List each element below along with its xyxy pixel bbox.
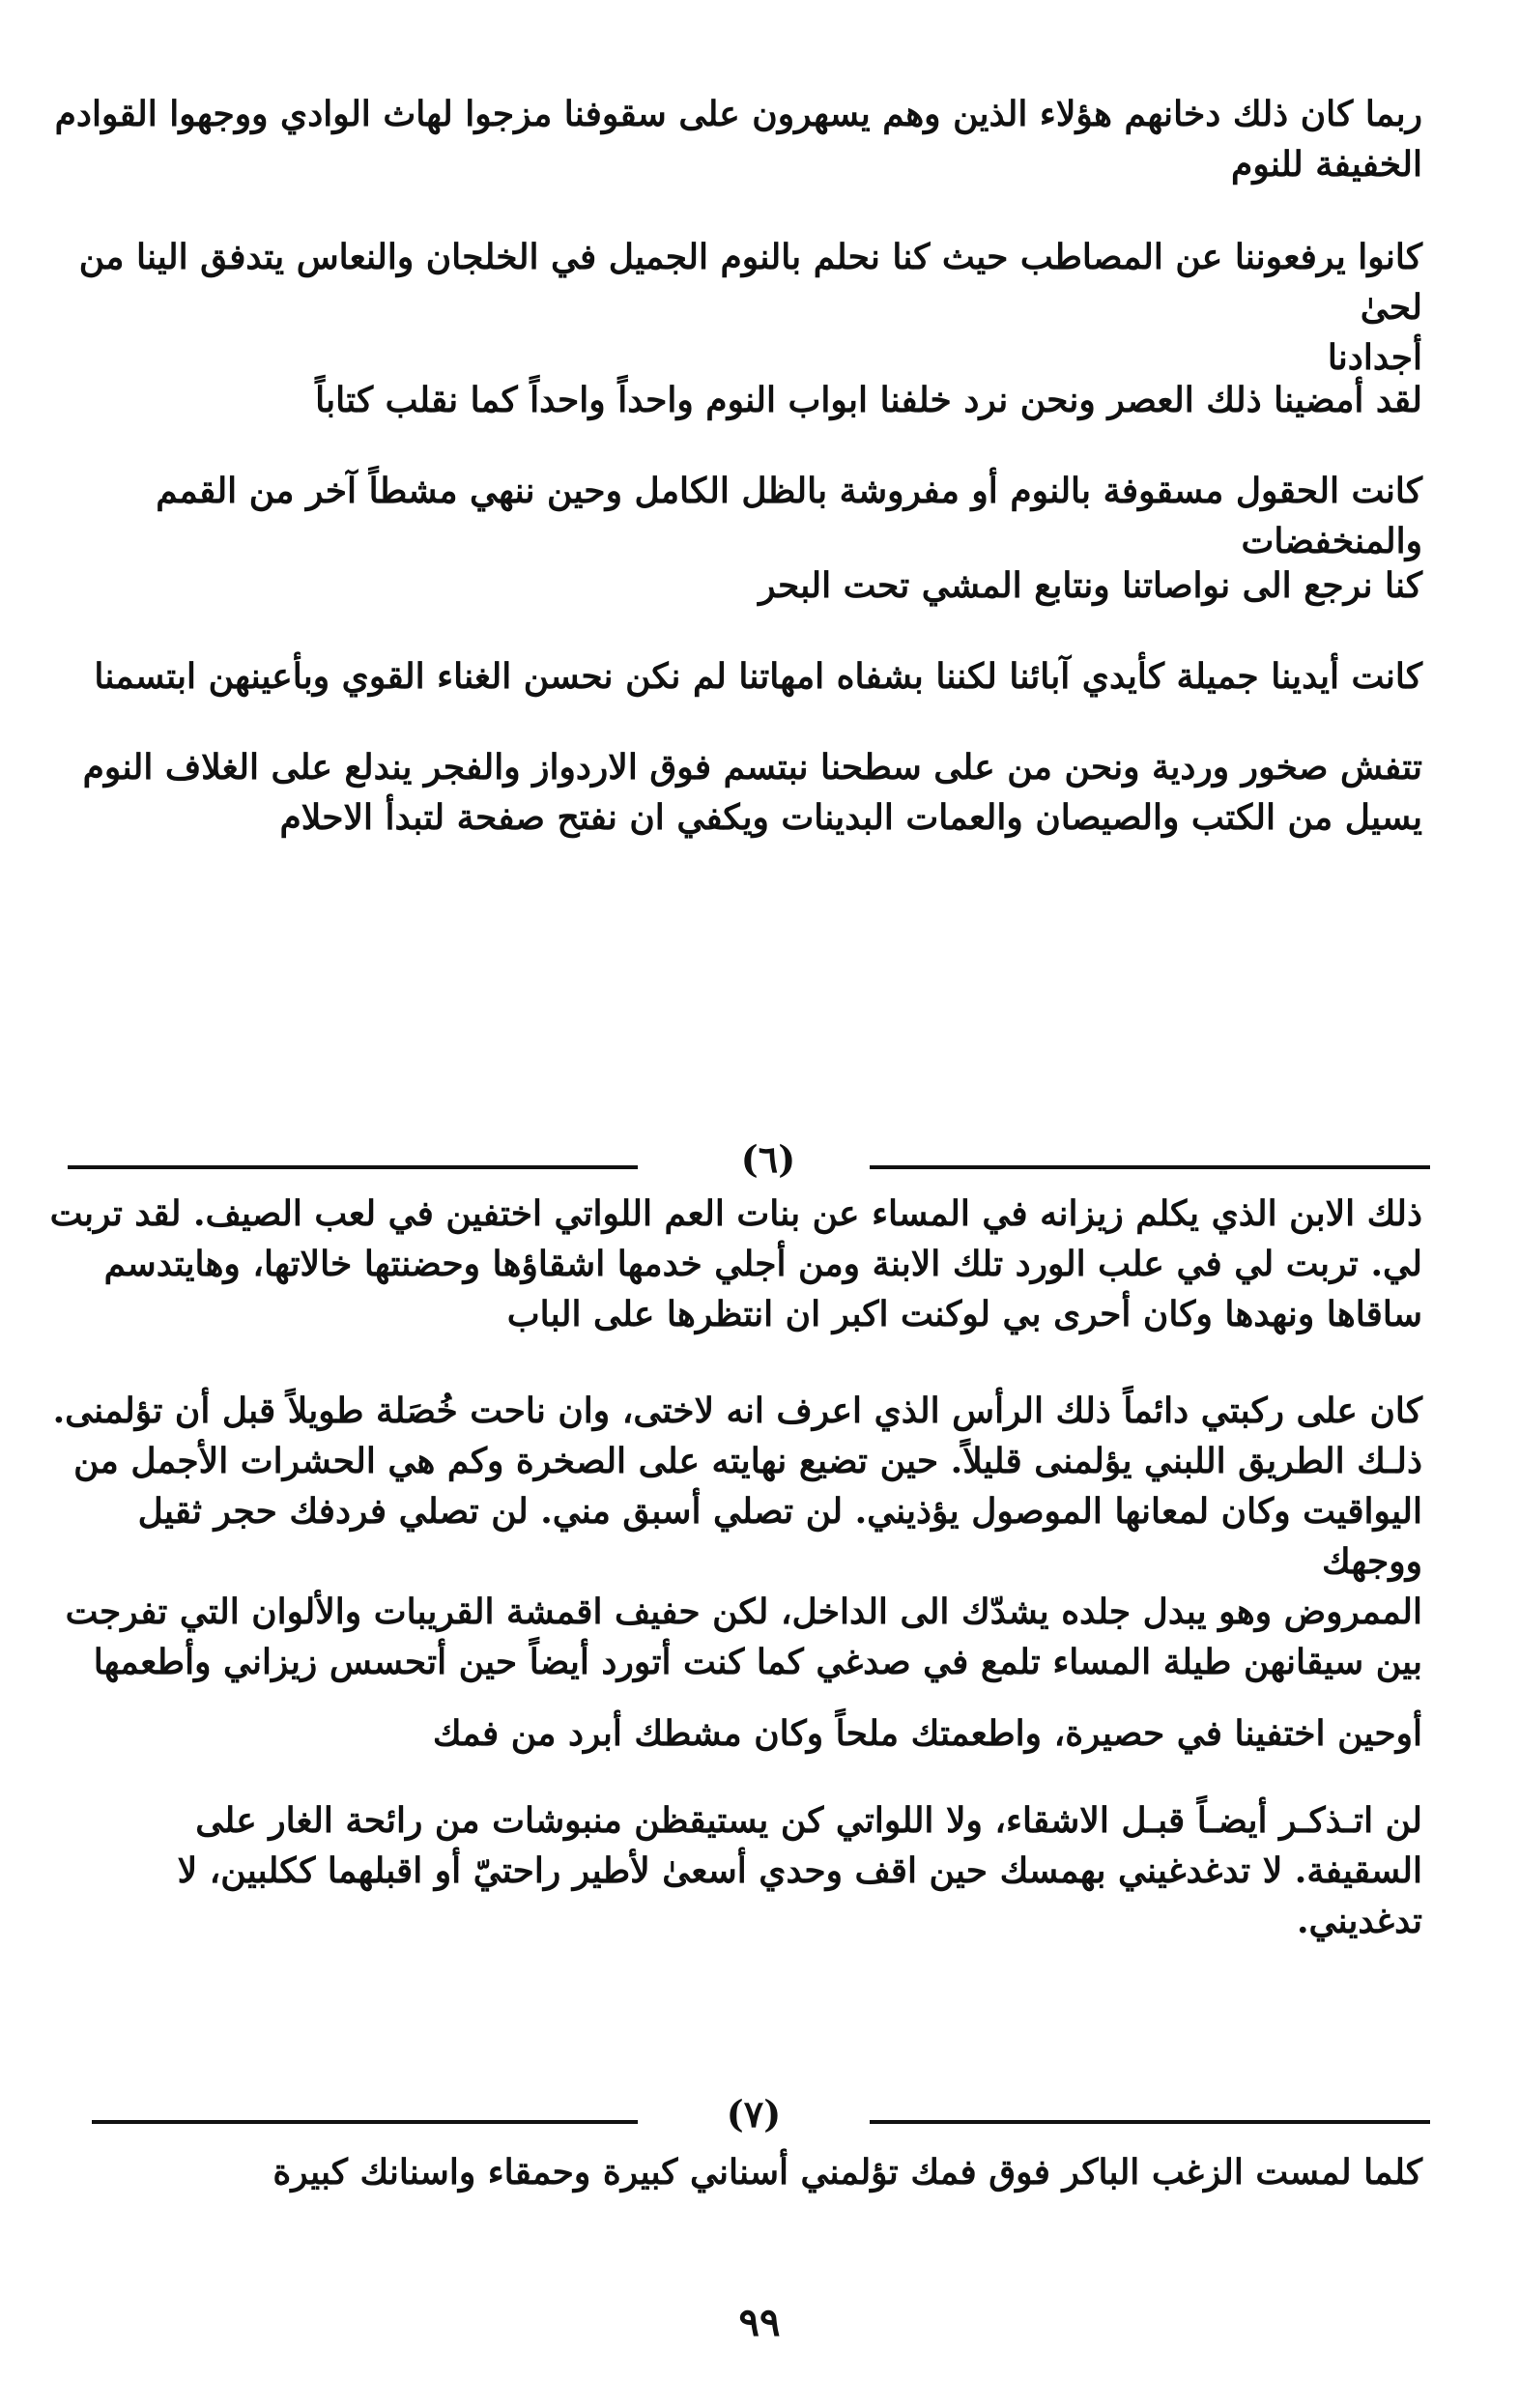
paragraph: ربما كان ذلك دخانهم هؤلاء الذين وهم يسهرون على سقوفنا مزجوا لهاث الوادي ووجهوا القوادم الخفيفة للنوم [54, 94, 1422, 185]
paragraph: كلما لمست الزغب الباكر فوق فمك تؤلمني أسناني كبيرة وحمقاء واسنانك كبيرة [272, 2152, 1422, 2193]
paragraph: ذلك الابن الذي يكلم زيزانه في المساء عن بنات العم اللواتي اختفين في لعب الصيف. لقد تربت لي. تربت لي في علب الورد تلك الابنة ومن أجلي خدمها اشقاؤها وحضنتها خالاتها، وهايتدسم ساقاها ونهدها وكان أحرى بي لوكنت اكبر ان انتظرها على الباب [49, 1193, 1422, 1334]
paragraph: كان على ركبتي دائماً ذلك الرأس الذي اعرف انه لاختى، وان ناحت خُصَلة طويلاً قبل أن تؤلمنى. ذلـك الطريق اللبني يؤلمنى قليلاً. حين تضيع نهايته على الصخرة وكم هي الحشرات الأجمل من اليواقيت وكان لمعانها الموصول يؤذيني. لن تصلي أسبق مني. لن تصلي فردفك حجر ثقيل ووجهك الممروض وهو يبدل جلده يشدّك الى الداخل، لكن حفيف اقمشة القريبات والألوان التي تفرجت بين سيقانهن طيلة المساء تلمع في صدغي كما كنت أتورد أيضاً حين أتحسس زيزاني وأطعمها [52, 1390, 1422, 1682]
paragraph: كانت أيدينا جميلة كأيدي آبائنا لكننا بشفاه امهاتنا لم نكن نحسن الغناء القوي وبأعينهن ابتسمنا [94, 656, 1422, 697]
paragraph: أوحين اختفينا في حصيرة، واطعمتك ملحاً وكان مشطك أبرد من فمك [432, 1713, 1422, 1754]
paragraph: تتفش صخور وردية ونحن من على سطحنا نبتسم فوق الاردواز والفجر يندلع على الغلاف النوم يسيل من الكتب والصيصان والعمات البدينات ويكفي ان نفتح صفحة لتبدأ الاحلام [82, 747, 1422, 838]
section-divider-left [92, 2120, 638, 2124]
paragraph: لن اتـذكـر أيضـاً قبـل الاشقاء، ولا اللواتي كن يستيقظن منبوشات من رائحة الغار على السقيفة. لا تدغدغيني بهمسك حين اقف وحدي أسعىٰ لأطير راحتيّ أو اقبلهما ككلبين، لا تدغديني. [177, 1800, 1422, 1941]
paragraph: لقد أمضينا ذلك العصر ونحن نرد خلفنا ابواب النوم واحداً واحداً كما نقلب كتاباً [315, 380, 1422, 420]
section-divider-right [870, 2120, 1430, 2124]
section-number: (٦) [740, 1137, 796, 1181]
section-divider-left [68, 1165, 638, 1169]
section-number: (٧) [726, 2092, 782, 2136]
section-divider-right [870, 1165, 1430, 1169]
paragraph: كنا نرجع الى نواصاتنا ونتابع المشي تحت البحر [759, 565, 1422, 606]
paragraph: كانت الحقول مسقوفة بالنوم أو مفروشة بالظل الكامل وحين ننهي مشطاً آخر من القمم والمنخفضات [156, 471, 1422, 561]
page-number: ٩٩ [738, 2300, 781, 2345]
paragraph: كانوا يرفعوننا عن المصاطب حيث كنا نحلم بالنوم الجميل في الخلجان والنعاس يتدفق الينا من لحىٰ أجدادنا [78, 237, 1422, 378]
